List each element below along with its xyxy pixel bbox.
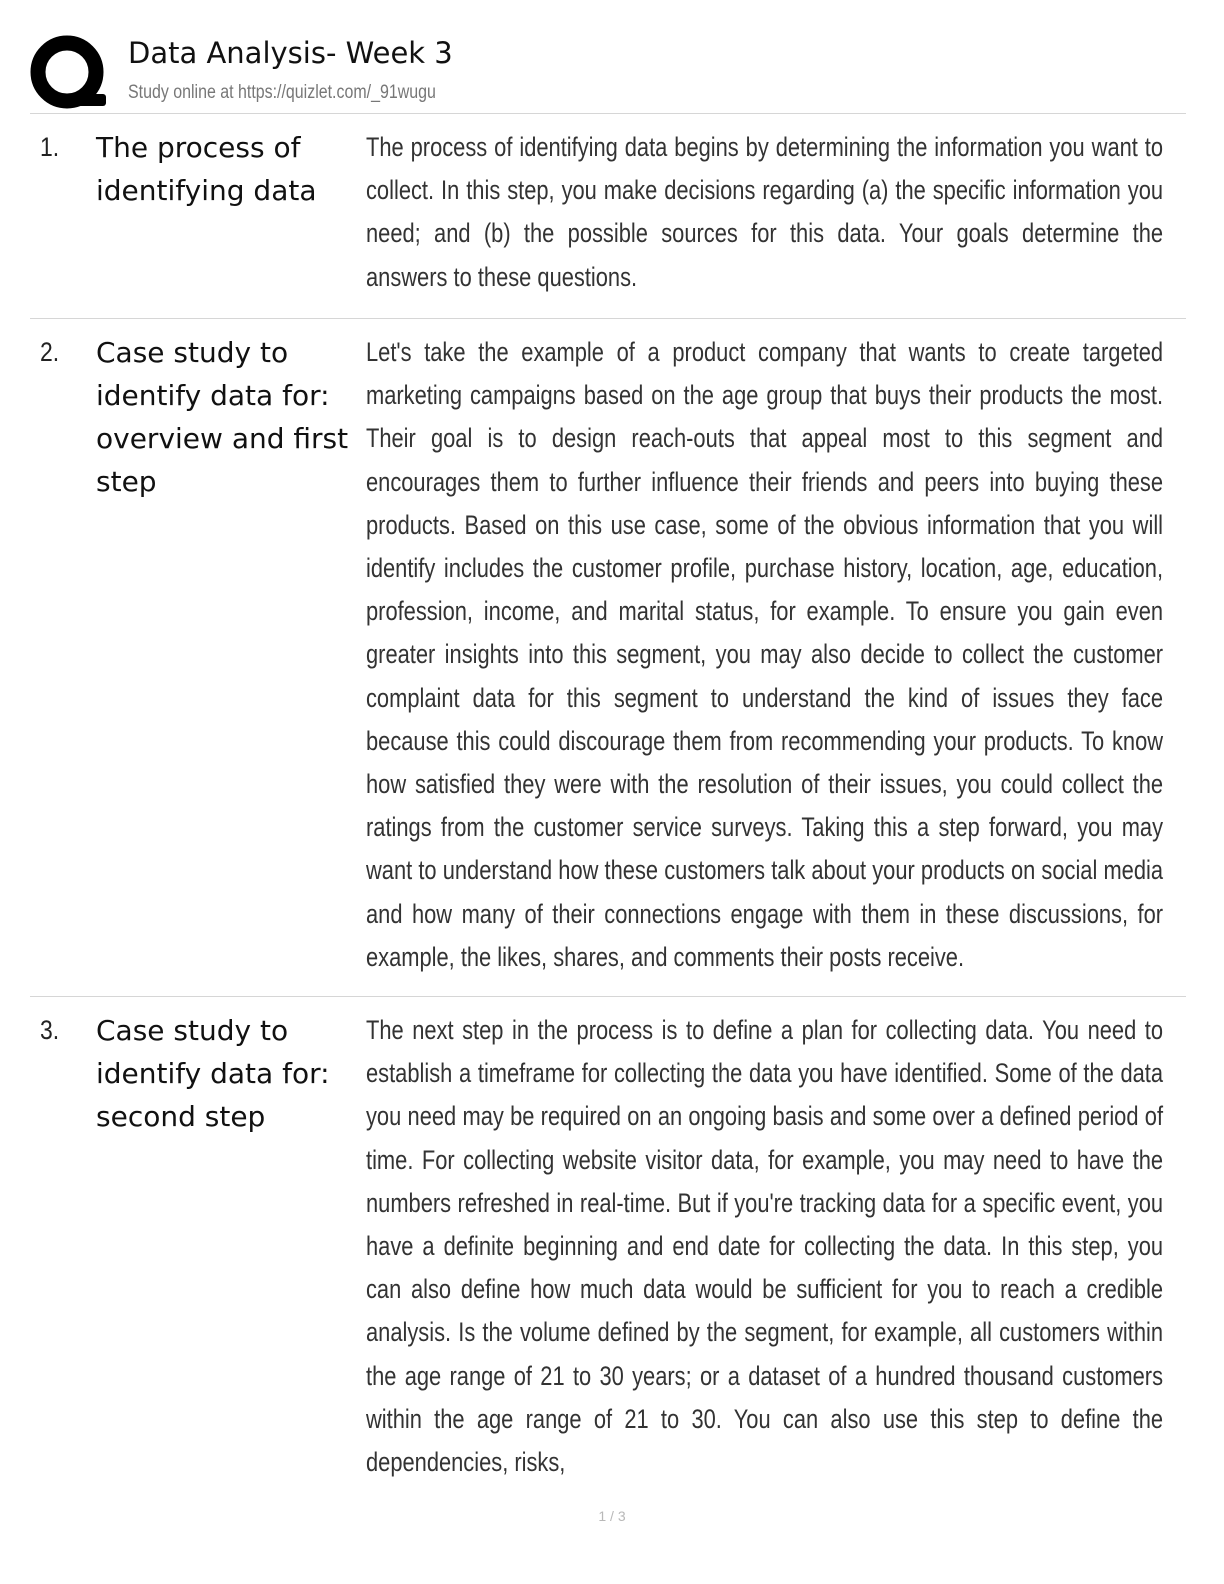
card-divider — [30, 318, 1186, 319]
page-number: 1 / 3 — [598, 1508, 626, 1524]
card-number: 3. — [40, 1015, 60, 1045]
study-online-link[interactable]: Study online at https://quizlet.com/_91wugu — [128, 82, 436, 103]
card-definition: The process of identifying data begins by determining the information you want to collect. In this step, you make decisions regarding (a) the specific information you need; and (b) the possible sources for this data. Your goals determine the answers to these questions. — [366, 132, 1164, 292]
card-definition: Let's take the example of a product company that wants to create targeted marketing campaigns based on the age group that buys their products the most. Their goal is to design reach-outs that appeal most to this segment and encourages them to further influence their friends and peers into buying these products. Based on this use case, some of the obvious information that you will identify includes the customer profile, purchase history, location, age, education, profession, income, and marital status, for example. To ensure you gain even greater insights into this segment, you may also decide to collect the customer complaint data for this segment to understand the kind of issues they face because this could discourage them from recommending your products. To know how satisfied they were with the resolution of their issues, you could collect the ratings from the customer service surveys. Taking this a step forward, you may want to understand how these customers talk about your products on social media and how many of their connections engage with them in these discussions, for example, the likes, shares, and comments their posts receive. — [366, 337, 1164, 972]
set-title: Data Analysis- Week 3 — [128, 36, 453, 70]
card-number: 1. — [40, 132, 60, 162]
quizlet-logo-icon — [30, 32, 110, 112]
card-definition: The next step in the process is to define a plan for collecting data. You need to establish a timeframe for collecting the data you have identified. Some of the data you need may be required on an ongoing basis and some over a defined period of time. For collecting website visitor data, for example, you may need to have the numbers refreshed in real-time. But if you're tracking data for a specific event, you have a definite beginning and end date for collecting the data. In this step, you can also define how much data would be sufficient for you to reach a credible analysis. Is the volume defined by the segment, for example, all customers within the age range of 21 to 30 years; or a dataset of a hundred thousand customers within the age range of 21 to 30. You can also use this step to define the dependencies, risks, — [366, 1015, 1164, 1478]
card-term: Case study to identify data for: second step — [96, 1014, 330, 1133]
card-number: 2. — [40, 337, 60, 367]
card-term: Case study to identify data for: overview and first step — [96, 336, 349, 498]
card-definition-wrapper — [366, 331, 1163, 979]
page-header — [30, 28, 1186, 114]
card-definition-wrapper — [366, 126, 1163, 299]
header-divider — [30, 113, 1186, 114]
card-divider — [30, 996, 1186, 997]
card-term: The process of identifying data — [96, 131, 317, 207]
card-definition-wrapper — [366, 1009, 1163, 1484]
